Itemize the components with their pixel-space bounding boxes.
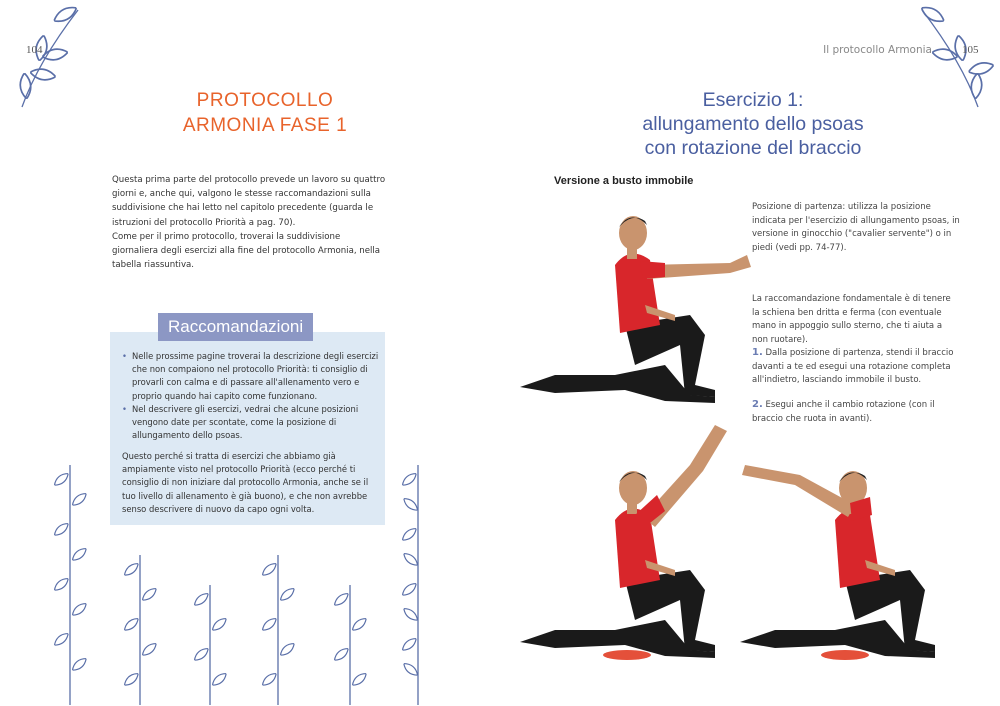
intro-paragraph: Questa prima parte del protocollo prevede un lavoro su quattro giorni e, anche qui, valgono le stesse raccomandazioni sulla suddivisione che hai letto nel capitolo precedente (guarda le istruzioni del protocollo Priorità a pag. 70).	[112, 175, 386, 228]
leaf-vine-icon	[40, 455, 430, 705]
title-line: PROTOCOLLO	[196, 90, 334, 111]
step-text: Dalla posizione di partenza, stendi il braccio davanti a te ed esegui una rotazione completa all'indietro, lasciando immobile il busto.	[752, 348, 954, 386]
intro-paragraph-2: Come per il primo protocollo, troverai la suddivisione giornaliera degli esercizi alla fine del protocollo Armonia, nella tabella riassuntiva.	[112, 232, 381, 271]
title-line: allungamento dello psoas	[642, 113, 864, 135]
step-2	[752, 398, 960, 426]
list-item: • Nelle prossime pagine troverai la descrizione degli esercizi che non compaiono nel protocollo Priorità: ti consiglio di provarli con calma e di passare all'allenamento vero e proprio quando hai capito come funzionano.	[122, 350, 380, 403]
exercise-photo-start	[515, 205, 765, 410]
start-position-text: Posizione di partenza: utilizza la posizione indicata per l'esercizio di allungamento psoas, in versione in ginocchio ("cavalier servente") o in piedi (vedi pp. 74-77).	[752, 202, 960, 253]
page-number-right: 105	[962, 44, 979, 56]
recommendation-text: La raccomandazione fondamentale è di tenere la schiena ben dritta e ferma (con eventuale mano in appoggio sullo sterno, che ti aiuta a non ruotare).	[752, 294, 951, 345]
title-line: Esercizio 1:	[702, 89, 804, 111]
title-line: con rotazione del braccio	[644, 137, 862, 159]
page-number-left: 104	[26, 44, 43, 56]
step-number: 1.	[752, 347, 763, 358]
leaf-vine-icon	[8, 2, 88, 112]
step-number: 2.	[752, 399, 763, 410]
box-title: Raccomandazioni	[158, 313, 313, 341]
step-text: Esegui anche il cambio rotazione (con il braccio che ruota in avanti).	[752, 400, 935, 424]
version-label: Versione a busto immobile	[554, 175, 694, 187]
title-line: ARMONIA FASE 1	[182, 115, 348, 136]
page-title-left	[130, 88, 400, 138]
recommendations-list	[122, 350, 380, 442]
exercise-photo-rotation-forward	[740, 445, 965, 660]
step-1	[752, 346, 960, 388]
exercise-photo-rotation-back	[515, 415, 750, 660]
exercise-title	[598, 88, 908, 160]
list-item: • Nel descrivere gli esercizi, vedrai che alcune posizioni vengono date per scontate, come la posizione di allungamento dello psoas.	[122, 403, 380, 443]
leaf-vine-icon	[912, 2, 1000, 112]
running-head: Il protocollo Armonia	[823, 44, 932, 56]
box-paragraph: Questo perché si tratta di esercizi che abbiamo già ampiamente visto nel protocollo Priorità (ecco perché ti consiglio di non iniziare dal protocollo Armonia, anche se il tuo livello di allenamento è già buono), e che non avrebbe senso descrivere di nuovo da capo ogni volta.	[122, 451, 369, 514]
